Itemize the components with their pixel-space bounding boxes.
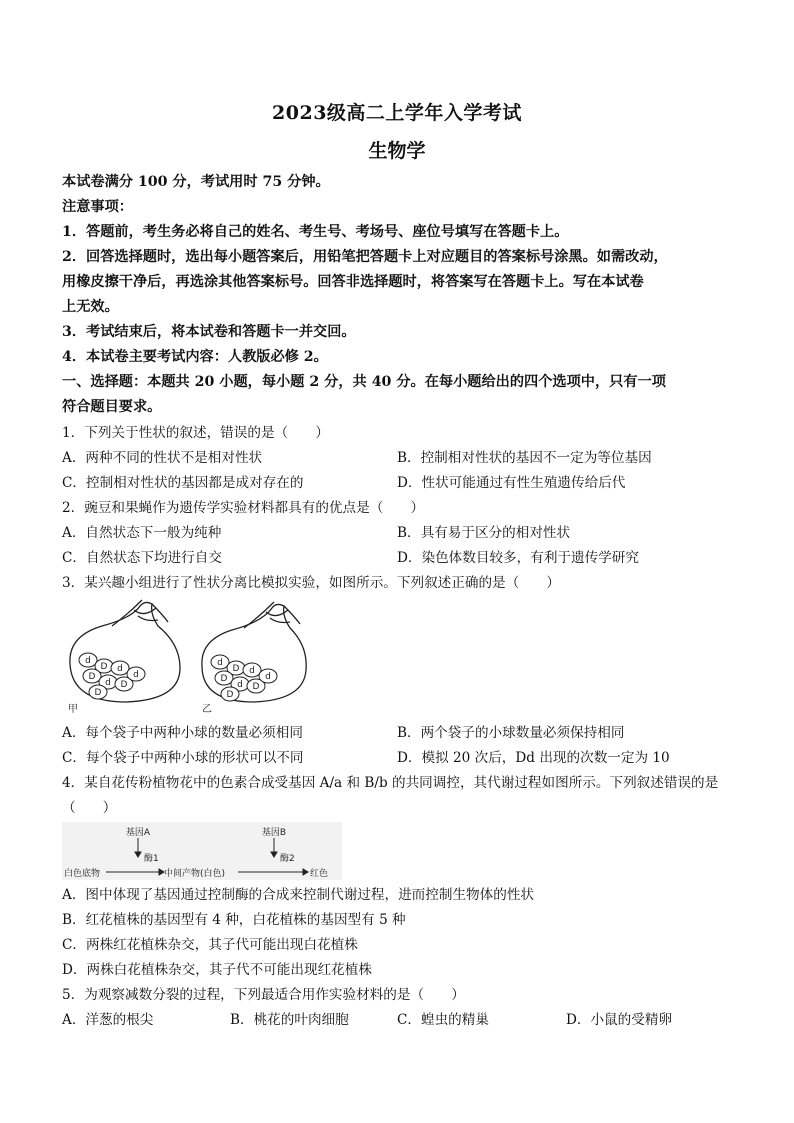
q2-stem: 2．豌豆和果蝇作为遗传学实验材料都具有的优点是（ ） bbox=[62, 500, 425, 516]
q4-product-label: 红色 bbox=[310, 869, 329, 879]
q4-option-d: D．两株白花植株杂交，其子代不可能出现红花植株 bbox=[62, 962, 372, 978]
q3-bags-figure bbox=[62, 596, 312, 714]
svg-text:d: d bbox=[265, 672, 271, 682]
q4-option-a: A．图中体现了基因通过控制酶的合成来控制代谢过程，进而控制生物体的性状 bbox=[62, 887, 535, 903]
q4-option-b: B．红花植株的基因型有 4 种，白花植株的基因型有 5 种 bbox=[62, 912, 406, 928]
q5-stem: 5．为观察减数分裂的过程，下列最适合用作实验材料的是（ ） bbox=[62, 987, 465, 1003]
q3-option-c: C．每个袋子中两种小球的形状可以不同 bbox=[62, 750, 304, 766]
q3-option-b: B．两个袋子的小球数量必须保持相同 bbox=[397, 725, 625, 741]
svg-text:d: d bbox=[217, 658, 223, 668]
svg-text:D: D bbox=[252, 682, 260, 692]
q1-option-b: B．控制相对性状的基因不一定为等位基因 bbox=[397, 450, 652, 466]
exam-title: 2023级高二上学年入学考试 bbox=[272, 102, 522, 124]
q4-enzyme-1-label: 酶1 bbox=[144, 854, 159, 864]
note-1: 1．答题前，考生务必将自己的姓名、考生号、考场号、座位号填写在答题卡上。 bbox=[62, 224, 569, 240]
q5-option-c: C．蝗虫的精巢 bbox=[397, 1012, 489, 1028]
q3-bag-2-label: 乙 bbox=[202, 704, 212, 714]
q3-stem: 3．某兴趣小组进行了性状分离比模拟实验，如图所示。下列叙述正确的是（ ） bbox=[62, 575, 561, 591]
svg-text:D: D bbox=[232, 664, 240, 674]
q2-option-c: C．自然状态下均进行自交 bbox=[62, 550, 222, 566]
q4-enzyme-2-label: 酶2 bbox=[280, 854, 295, 864]
q5-option-a: A．洋葱的根尖 bbox=[62, 1012, 154, 1028]
svg-text:d: d bbox=[85, 656, 91, 666]
q2-option-d: D．染色体数目较多，有利于遗传学研究 bbox=[397, 550, 639, 566]
q3-option-d: D．模拟 20 次后，Dd 出现的次数一定为 10 bbox=[397, 750, 670, 766]
q4-gene-b-label: 基因B bbox=[261, 828, 287, 838]
notes-heading: 注意事项： bbox=[62, 199, 133, 215]
note-2-line-2: 用橡皮擦干净后，再选涂其他答案标号。回答非选择题时，将答案写在答题卡上。写在本试卷 bbox=[62, 274, 644, 290]
svg-text:d: d bbox=[105, 678, 111, 688]
svg-text:D: D bbox=[100, 662, 108, 672]
note-4: 4．本试卷主要考试内容：人教版必修 2。 bbox=[62, 349, 328, 365]
q1-option-c: C．控制相对性状的基因都是成对存在的 bbox=[62, 475, 304, 491]
q4-stem-line-1: 4．某自花传粉植物花中的色素合成受基因 A/a 和 B/b 的共同调控，其代谢过程如图所示。下列叙述错误的是 bbox=[62, 775, 719, 791]
q1-option-a: A．两种不同的性状不是相对性状 bbox=[62, 450, 263, 466]
svg-text:D: D bbox=[94, 688, 102, 698]
svg-text:D: D bbox=[226, 690, 234, 700]
svg-text:D: D bbox=[220, 674, 228, 684]
q3-balls-group bbox=[79, 653, 277, 701]
svg-text:D: D bbox=[120, 680, 128, 690]
q4-stem-line-2: （ ） bbox=[62, 800, 117, 816]
section-heading-line-2: 符合题目要求。 bbox=[62, 399, 162, 415]
q4-substrate-label: 白色底物 bbox=[64, 869, 101, 879]
svg-text:D: D bbox=[88, 672, 96, 682]
section-heading-line-1: 一、选择题：本题共 20 小题，每小题 2 分，共 40 分。在每小题给出的四个选项中，只有一项 bbox=[62, 374, 666, 390]
svg-text:d: d bbox=[249, 666, 255, 676]
q3-option-a: A．每个袋子中两种小球的数量必须相同 bbox=[62, 725, 303, 741]
q2-option-b: B．具有易于区分的相对性状 bbox=[397, 525, 571, 541]
q2-option-a: A．自然状态下一般为纯种 bbox=[62, 525, 222, 541]
exam-subject: 生物学 bbox=[368, 140, 426, 162]
q5-option-d: D．小鼠的受精卵 bbox=[566, 1012, 673, 1028]
q4-option-c: C．两株红花植株杂交，其子代可能出现白花植株 bbox=[62, 937, 358, 953]
svg-text:d: d bbox=[237, 680, 243, 690]
q1-option-d: D．性状可能通过有性生殖遗传给后代 bbox=[397, 475, 626, 491]
q4-gene-a-label: 基因A bbox=[125, 828, 151, 838]
svg-text:d: d bbox=[133, 670, 139, 680]
note-3: 3．考试结束后，将本试卷和答题卡一并交回。 bbox=[62, 324, 356, 340]
q3-bag-1-label: 甲 bbox=[68, 704, 78, 714]
note-2-line-3: 上无效。 bbox=[62, 299, 119, 315]
q4-intermediate-label: 中间产物(白色) bbox=[164, 869, 226, 879]
q1-stem: 1．下列关于性状的叙述，错误的是（ ） bbox=[62, 425, 329, 441]
note-2-line-1: 2．回答选择题时，选出每小题答案后，用铅笔把答题卡上对应题目的答案标号涂黑。如需改动， bbox=[62, 249, 668, 265]
q5-option-b: B．桃花的叶肉细胞 bbox=[230, 1012, 349, 1028]
q4-pathway-diagram bbox=[62, 822, 342, 880]
score-line: 本试卷满分 100 分，考试用时 75 分钟。 bbox=[62, 174, 330, 190]
svg-text:d: d bbox=[117, 664, 123, 674]
